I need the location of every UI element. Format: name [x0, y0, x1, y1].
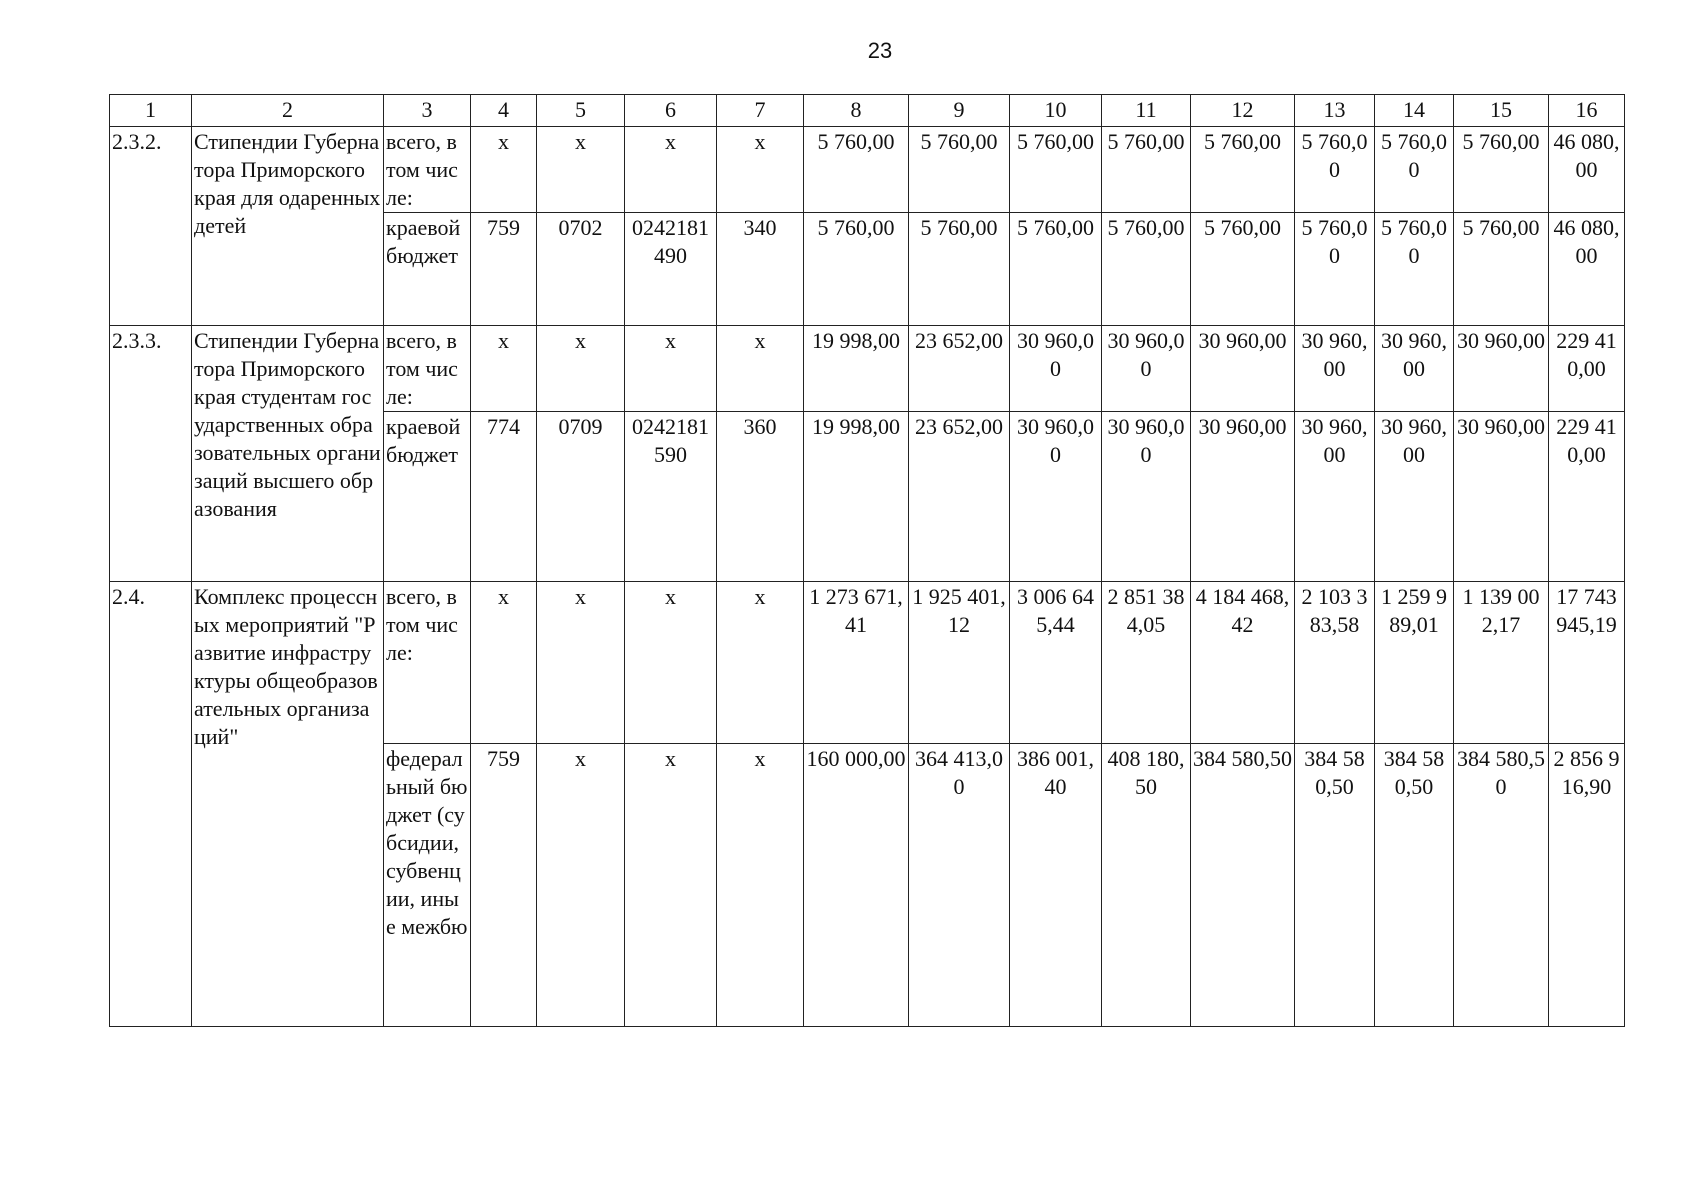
admin-code: х	[471, 326, 537, 412]
expense-type: 340	[717, 213, 804, 326]
expense-type: х	[717, 582, 804, 744]
value-cell: 5 760,00	[1375, 213, 1454, 326]
value-cell: 23 652,00	[909, 412, 1010, 582]
value-cell: 384 580,50	[1295, 744, 1375, 1027]
row-name: Стипендии Губернатора Приморского края для одаренных детей	[192, 127, 384, 326]
value-cell: 5 760,00	[909, 213, 1010, 326]
value-cell: 3 006 645,44	[1010, 582, 1102, 744]
value-cell: 5 760,00	[804, 213, 909, 326]
header-cell: 5	[537, 95, 625, 127]
target-code: х	[625, 744, 717, 1027]
header-cell: 1	[110, 95, 192, 127]
header-cell: 9	[909, 95, 1010, 127]
funding-source: федеральный бюджет (субсидии, субвенции, иные межбю	[384, 744, 471, 1027]
table-row	[110, 582, 1625, 744]
target-code: х	[625, 326, 717, 412]
value-cell: 5 760,00	[1102, 127, 1191, 213]
header-cell: 13	[1295, 95, 1375, 127]
header-cell: 4	[471, 95, 537, 127]
header-cell: 6	[625, 95, 717, 127]
value-cell: 30 960,00	[1295, 326, 1375, 412]
header-cell: 7	[717, 95, 804, 127]
value-cell: 19 998,00	[804, 326, 909, 412]
header-cell: 10	[1010, 95, 1102, 127]
value-cell: 5 760,00	[1010, 127, 1102, 213]
header-cell: 15	[1454, 95, 1549, 127]
section-code: х	[537, 326, 625, 412]
funding-source: всего, в том числе:	[384, 582, 471, 744]
value-cell: 5 760,00	[1010, 213, 1102, 326]
section-code: х	[537, 744, 625, 1027]
header-cell: 16	[1549, 95, 1625, 127]
expense-type: х	[717, 326, 804, 412]
value-cell: 23 652,00	[909, 326, 1010, 412]
admin-code: 759	[471, 213, 537, 326]
value-cell: 160 000,00	[804, 744, 909, 1027]
value-cell: 2 851 384,05	[1102, 582, 1191, 744]
row-name: Комплекс процессных мероприятий "Развитие инфраструктуры общеобразовательных организаций"	[192, 582, 384, 1027]
value-cell: 30 960,00	[1191, 326, 1295, 412]
value-cell: 5 760,00	[1102, 213, 1191, 326]
expense-type: 360	[717, 412, 804, 582]
header-cell: 12	[1191, 95, 1295, 127]
value-cell: 30 960,00	[1102, 412, 1191, 582]
value-cell: 1 273 671,41	[804, 582, 909, 744]
funding-source: краевой бюджет	[384, 213, 471, 326]
total-cell: 2 856 916,90	[1549, 744, 1625, 1027]
expense-type: х	[717, 744, 804, 1027]
total-cell: 46 080,00	[1549, 127, 1625, 213]
value-cell: 386 001,40	[1010, 744, 1102, 1027]
value-cell: 384 580,50	[1375, 744, 1454, 1027]
value-cell: 1 259 989,01	[1375, 582, 1454, 744]
value-cell: 5 760,00	[1191, 127, 1295, 213]
section-code: 0702	[537, 213, 625, 326]
header-row	[110, 95, 1625, 127]
value-cell: 1 925 401,12	[909, 582, 1010, 744]
value-cell: 5 760,00	[1454, 213, 1549, 326]
header-cell: 14	[1375, 95, 1454, 127]
admin-code: х	[471, 127, 537, 213]
value-cell: 408 180,50	[1102, 744, 1191, 1027]
value-cell: 30 960,00	[1454, 412, 1549, 582]
table-row	[110, 326, 1625, 412]
value-cell: 5 760,00	[1295, 127, 1375, 213]
funding-source: краевой бюджет	[384, 412, 471, 582]
budget-table	[109, 94, 1625, 1027]
value-cell: 5 760,00	[804, 127, 909, 213]
total-cell: 229 410,00	[1549, 326, 1625, 412]
value-cell: 364 413,00	[909, 744, 1010, 1027]
header-cell: 3	[384, 95, 471, 127]
value-cell: 4 184 468,42	[1191, 582, 1295, 744]
header-cell: 2	[192, 95, 384, 127]
funding-source: всего, в том числе:	[384, 127, 471, 213]
admin-code: х	[471, 582, 537, 744]
value-cell: 5 760,00	[1295, 213, 1375, 326]
header-cell: 11	[1102, 95, 1191, 127]
admin-code: 774	[471, 412, 537, 582]
value-cell: 19 998,00	[804, 412, 909, 582]
value-cell: 5 760,00	[1191, 213, 1295, 326]
value-cell: 5 760,00	[909, 127, 1010, 213]
value-cell: 2 103 383,58	[1295, 582, 1375, 744]
value-cell: 30 960,00	[1454, 326, 1549, 412]
value-cell: 30 960,00	[1375, 326, 1454, 412]
value-cell: 30 960,00	[1191, 412, 1295, 582]
section-code: х	[537, 127, 625, 213]
value-cell: 30 960,00	[1010, 412, 1102, 582]
section-code: 0709	[537, 412, 625, 582]
row-code: 2.3.2.	[110, 127, 192, 326]
target-code: х	[625, 582, 717, 744]
value-cell: 30 960,00	[1010, 326, 1102, 412]
target-code: 0242181490	[625, 213, 717, 326]
funding-source: всего, в том числе:	[384, 326, 471, 412]
table-row	[110, 127, 1625, 213]
row-code: 2.4.	[110, 582, 192, 1027]
value-cell: 5 760,00	[1375, 127, 1454, 213]
total-cell: 17 743 945,19	[1549, 582, 1625, 744]
admin-code: 759	[471, 744, 537, 1027]
value-cell: 1 139 002,17	[1454, 582, 1549, 744]
value-cell: 30 960,00	[1375, 412, 1454, 582]
value-cell: 30 960,00	[1295, 412, 1375, 582]
row-name: Стипендии Губернатора Приморского края студентам государственных образовательных организаций высшего образования	[192, 326, 384, 582]
value-cell: 384 580,50	[1191, 744, 1295, 1027]
section-code: х	[537, 582, 625, 744]
row-code: 2.3.3.	[110, 326, 192, 582]
page-number: 23	[867, 38, 893, 63]
value-cell: 30 960,00	[1102, 326, 1191, 412]
total-cell: 229 410,00	[1549, 412, 1625, 582]
value-cell: 5 760,00	[1454, 127, 1549, 213]
value-cell: 384 580,50	[1454, 744, 1549, 1027]
header-cell: 8	[804, 95, 909, 127]
target-code: х	[625, 127, 717, 213]
target-code: 0242181590	[625, 412, 717, 582]
expense-type: х	[717, 127, 804, 213]
total-cell: 46 080,00	[1549, 213, 1625, 326]
